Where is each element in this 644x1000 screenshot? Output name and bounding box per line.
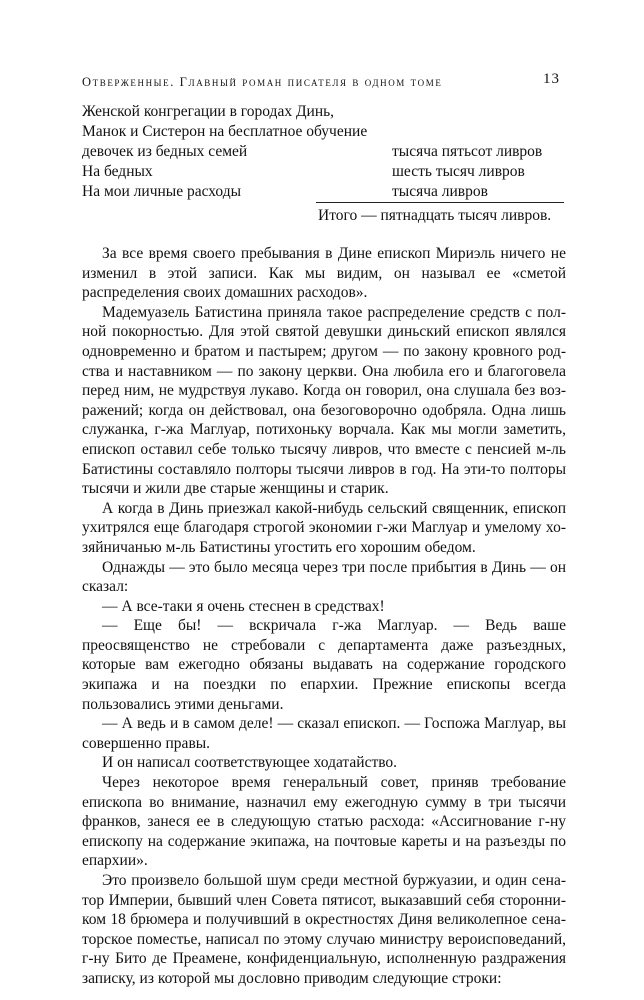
page-number: 13 bbox=[543, 71, 560, 87]
paragraph: А когда в Динь приезжал какой-нибудь сельский священник, епископ ухитрялся еще благодаря строгой экономии г-жи Маглуар и умелому хозяйничанью м-ль Батистины угостить его хорошим обедом. bbox=[82, 499, 566, 556]
paragraph: Через некоторое время генеральный совет, приняв требование епископа во внимание, назначил ему ежегодную сумму в три тысячи франков, занеся ее в следующую статью расхода: «Ассигнование г-ну епископу на содержание экипажа, на почтовые кареты и на разъезды по епархии». bbox=[82, 774, 566, 870]
paragraph: Однажды — это было месяца через три после прибытия в Динь — он сказал: bbox=[82, 558, 566, 596]
paragraph: — А ведь и в самом деле! — сказал епископ. — Госпожа Маглуар, вы совершенно правы. bbox=[82, 715, 566, 752]
ledger-label: Женской конгрегации в городах Динь, Манок и Систерон на бесплатное обучение девочек из бедных семей bbox=[82, 103, 368, 160]
paragraph: И он написал соответствующее ходатайство. bbox=[102, 754, 398, 772]
ledger-amount: тысяча пятьсот ливров bbox=[392, 143, 543, 160]
ledger-label: На мои личные расходы bbox=[82, 183, 242, 200]
paragraph: Мадемуазель Батистина приняла такое распределение средств с полной покорностью. Для этой святой девушки диньский епископ являлся одновременно и братом и пастырем; другом — по закону кровного родства и наставником — по закону церкви. Она любила его и благоговела перед ним, не мудрствуя лукаво. Когда он говорил, она слушала без возражений; когда он действовал, она безоговорочно одобряла. Одна лишь служанка, г-жа Маглуар, потихоньку ворчала. Как мы могли заметить, епископ оставил себе только тысячу ливров, что вместе с пенсией м-ль Батистины составляло полторы тысячи ливров в год. На эти-то полторы тысячи и жили две старые женщины и старик. bbox=[82, 303, 566, 498]
ledger-row-poor bbox=[82, 162, 567, 182]
ledger-row-personal bbox=[82, 182, 567, 202]
ledger-total-rule bbox=[316, 202, 564, 203]
ledger-label: На бедных bbox=[82, 163, 153, 180]
expense-ledger bbox=[82, 102, 567, 224]
ledger-amount: тысяча ливров bbox=[392, 183, 488, 200]
paragraph: — Еще бы! — вскричала г-жа Маглуар. — Ведь ваше преосвященство не стребовали с департамента даже разъездных, которые вам ежегодно обязаны выдавать на содержание городского экипажа и на поездки по епархии. Прежние епископы всегда пользовались этими деньгами. bbox=[82, 617, 566, 713]
ledger-row-congregation bbox=[82, 102, 567, 162]
ledger-amount: шесть тысяч ливров bbox=[392, 163, 525, 180]
paragraph: — А все-таки я очень стеснен в средствах! bbox=[102, 597, 385, 615]
paragraph: За все время своего пребывания в Дине епископ Мириэль ничего не изменил в этой записи. Как мы видим, он называл ее «сметой распределения своих домашних расходов». bbox=[82, 245, 566, 302]
paragraph: Это произвело большой шум среди местной буржуазии, и один сенатор Империи, бывший член Совета пятисот, выказавший себя сторонником 18 брюмера и получивший в окрестностях Диня великолепное сенаторское поместье, написал по этому случаю министру вероисповеданий, г-ну Бито де Преамене, конфиденциальную, исполненную раздражения записку, из которой мы дословно приводим следующие строки: bbox=[82, 872, 566, 987]
running-title: Отверженные. Главный роман писателя в одном томе bbox=[82, 75, 443, 89]
body-text bbox=[82, 244, 566, 989]
ledger-total: Итого — пятнадцать тысяч ливров. bbox=[318, 207, 552, 224]
